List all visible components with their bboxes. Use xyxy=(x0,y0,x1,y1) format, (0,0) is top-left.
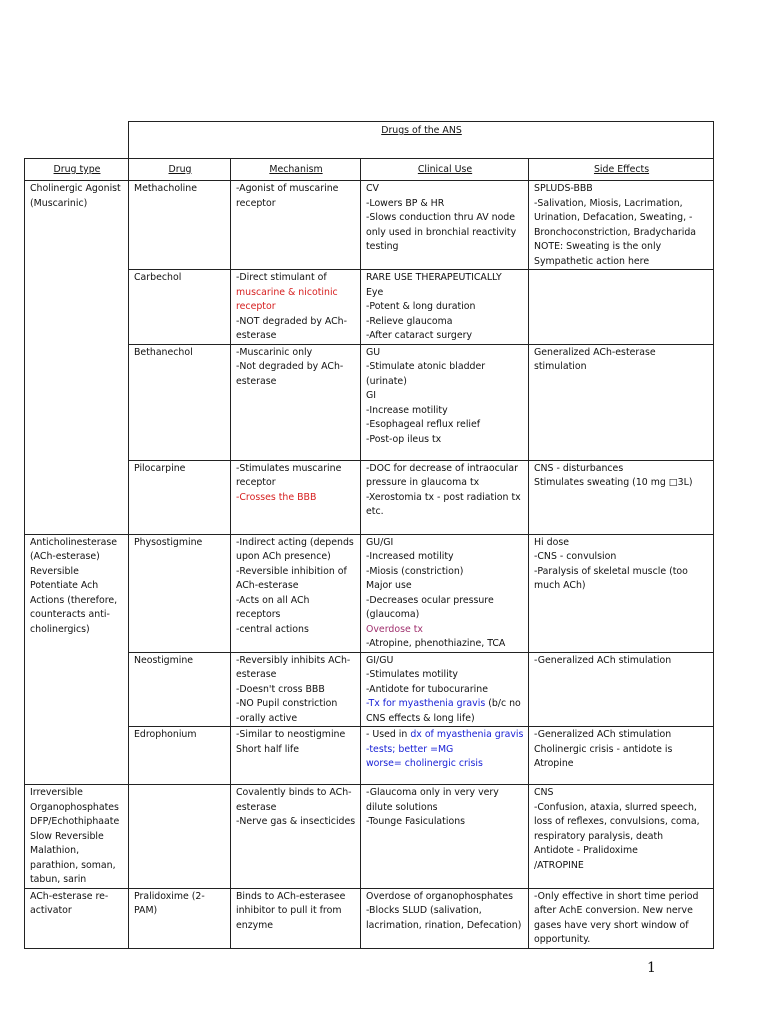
drug-cell: Carbechol xyxy=(129,270,231,345)
clinical-cell: - Used in dx of myasthenia gravis -tests; better =MG worse= cholinergic crisis xyxy=(361,727,529,785)
drug-type-cell: ACh-esterase re-activator xyxy=(25,888,129,948)
table-row xyxy=(25,181,714,270)
drug-cell: Bethanechol xyxy=(129,344,231,460)
drug-cell: Methacholine xyxy=(129,181,231,270)
clinical-cell: -DOC for decrease of intraocular pressure in glaucoma tx -Xerostomia tx - post radiation tx etc. xyxy=(361,460,529,534)
table-row xyxy=(25,652,714,727)
clinical-cell: GU/GI -Increased motility -Miosis (constriction) Major use -Decreases ocular pressure (glaucoma) Overdose tx -Atropine, phenothiazine, TCA xyxy=(361,534,529,652)
header-mechanism: Mechanism xyxy=(231,159,361,181)
clinical-cell: CV -Lowers BP & HR -Slows conduction thru AV node only used in bronchial reactivity testing xyxy=(361,181,529,270)
mechanism-cell: -Stimulates muscarine receptor -Crosses the BBB xyxy=(231,460,361,534)
side-effects-cell: Hi dose -CNS - convulsion -Paralysis of skeletal muscle (too much ACh) xyxy=(529,534,714,652)
header-row xyxy=(25,159,714,181)
mechanism-cell: Covalently binds to ACh-esterase -Nerve gas & insecticides xyxy=(231,785,361,889)
side-effects-cell: -Generalized ACh stimulation xyxy=(529,652,714,727)
table-title-row xyxy=(25,122,714,159)
drug-cell: Pralidoxime (2-PAM) xyxy=(129,888,231,948)
drug-cell: Edrophonium xyxy=(129,727,231,785)
mechanism-cell: -Muscarinic only -Not degraded by ACh-esterase xyxy=(231,344,361,460)
page-number: 1 xyxy=(647,960,656,976)
drug-cell: Pilocarpine xyxy=(129,460,231,534)
mechanism-cell: -Similar to neostigmine Short half life xyxy=(231,727,361,785)
clinical-cell: GI/GU -Stimulates motility -Antidote for tubocurarine -Tx for myasthenia gravis (b/c no CNS effects & long life) xyxy=(361,652,529,727)
table-row xyxy=(25,270,714,345)
drug-type-cell: Cholinergic Agonist (Muscarinic) xyxy=(25,181,129,535)
mechanism-cell: -Indirect acting (depends upon ACh presence) -Reversible inhibition of ACh-esterase -Acts on all ACh receptors -central actions xyxy=(231,534,361,652)
side-effects-cell: -Only effective in short time period after AchE conversion. New nerve gases have very short window of opportunity. xyxy=(529,888,714,948)
mechanism-cell: -Direct stimulant of muscarine & nicotinic receptor -NOT degraded by ACh-esterase xyxy=(231,270,361,345)
header-drug-type: Drug type xyxy=(25,159,129,181)
side-effects-cell xyxy=(529,270,714,345)
drug-cell: Neostigmine xyxy=(129,652,231,727)
header-side-effects: Side Effects xyxy=(529,159,714,181)
table-row xyxy=(25,534,714,652)
table-row xyxy=(25,344,714,460)
table-row xyxy=(25,785,714,889)
drugs-table xyxy=(24,121,714,949)
clinical-cell: RARE USE THERAPEUTICALLY Eye -Potent & long duration -Relieve glaucoma -After cataract surgery xyxy=(361,270,529,345)
side-effects-cell: Generalized ACh-esterase stimulation xyxy=(529,344,714,460)
header-drug: Drug xyxy=(129,159,231,181)
clinical-cell: GU -Stimulate atonic bladder (urinate) GI -Increase motility -Esophageal reflux relief -Post-op ileus tx xyxy=(361,344,529,460)
drug-type-cell: Irreversible Organophosphates DFP/Echothiphaate Slow Reversible Malathion, parathion, soman, tabun, sarin xyxy=(25,785,129,889)
side-effects-cell: CNS - disturbances Stimulates sweating (10 mg □3L) xyxy=(529,460,714,534)
drug-cell xyxy=(129,785,231,889)
mechanism-cell: -Agonist of muscarine receptor xyxy=(231,181,361,270)
mechanism-cell: -Reversibly inhibits ACh-esterase -Doesn't cross BBB -NO Pupil constriction -orally active xyxy=(231,652,361,727)
drug-type-cell: Anticholinesterase (ACh-esterase) Reversible Potentiate Ach Actions (therefore, counteracts anti-cholinergics) xyxy=(25,534,129,785)
side-effects-cell: -Generalized ACh stimulation Cholinergic crisis - antidote is Atropine xyxy=(529,727,714,785)
clinical-cell: Overdose of organophosphates -Blocks SLUD (salivation, lacrimation, rination, Defecation) xyxy=(361,888,529,948)
mechanism-cell: Binds to ACh-esterasee inhibitor to pull it from enzyme xyxy=(231,888,361,948)
table-row xyxy=(25,727,714,785)
header-clinical-use: Clinical Use xyxy=(361,159,529,181)
drug-cell: Physostigmine xyxy=(129,534,231,652)
clinical-cell: -Glaucoma only in very very dilute solutions -Tounge Fasiculations xyxy=(361,785,529,889)
table-row xyxy=(25,888,714,948)
table-title: Drugs of the ANS xyxy=(129,122,714,159)
side-effects-cell: SPLUDS-BBB -Salivation, Miosis, Lacrimation, Urination, Defacation, Sweating, -Bronchoconstriction, Bradycharida NOTE: Sweating is the only Sympathetic action here xyxy=(529,181,714,270)
side-effects-cell: CNS -Confusion, ataxia, slurred speech, loss of reflexes, convulsions, coma, respiratory paralysis, death Antidote - Pralidoxime /ATROPINE xyxy=(529,785,714,889)
table-row xyxy=(25,460,714,534)
